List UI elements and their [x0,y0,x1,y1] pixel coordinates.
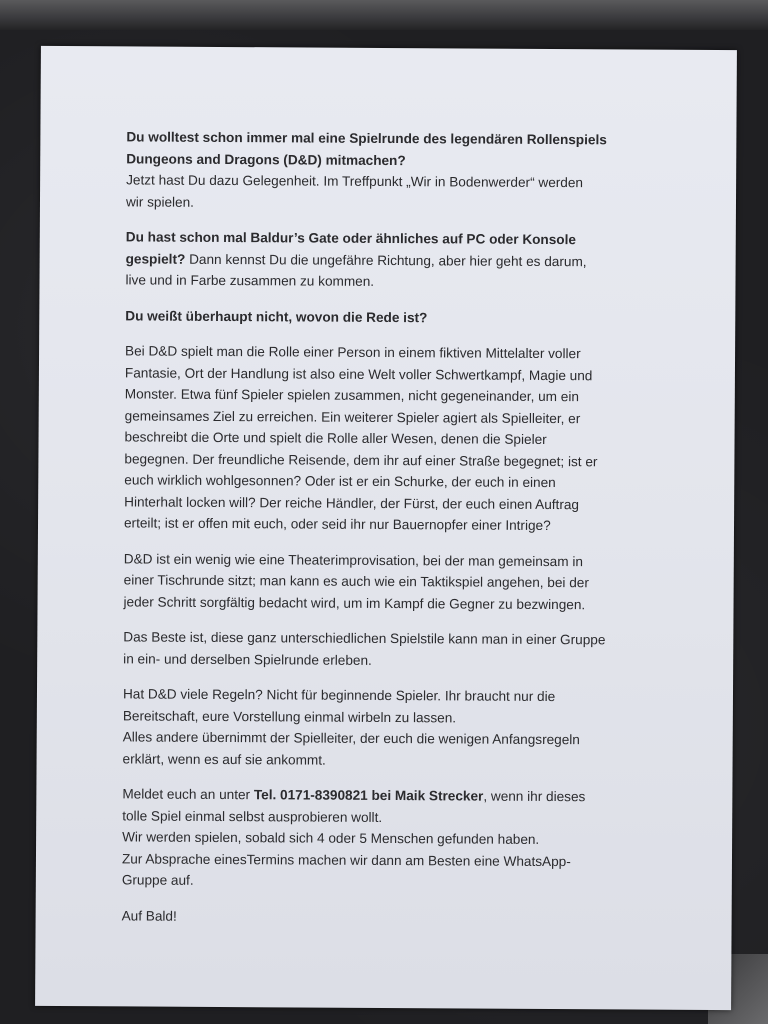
contact-phone: Tel. 0171-8390821 bei Maik Strecker [253,787,484,804]
styles-paragraph: D&D ist ein wenig wie eine Theaterimprovisation, bei der man gemeinsam in einer Tischrunde sitzt; man kann es auch wie ein Taktikspiel angehen, bei der jeder Schritt sorgfältig bedacht wird, um im Kampf die Gegner zu bezwingen. [123,550,589,612]
section-intro [126,126,667,215]
intro-text: Jetzt hast Du dazu Gelegenheit. Im Treffpunkt „Wir in Bodenwerder“ werden wir spielen. [125,172,584,210]
section-baldurs-gate [125,226,665,294]
baldurs-gate-heading: Du hast schon mal Baldur’s Gate oder ähnliches auf PC oder Konsole gespielt? [125,229,577,267]
rules-paragraph: Hat D&D viele Regeln? Nicht für beginnende Spieler. Ihr braucht nur die Bereitschaft, eure Vorstellung einmal wirbeln zu lassen. Alles andere übernimmt der Spielleiter, der euch die wenigen Anfangsregeln erklärt, wenn es auf sie ankommt. [122,686,580,768]
description-paragraph: Bei D&D spielt man die Rolle einer Person in einem fiktiven Mittelalter voller Fantasie, Ort der Handlung ist also eine Welt voller Schwertkampf, Magie und Monster. Etwa fünf Spieler spielen zusammen, nicht gegeneinander, um ein gemeinsames Ziel zu erreichen. Ein weiterer Spieler agiert als Spielleiter, er beschreibt die Orte und spielt die Rolle aller Wesen, denen die Spieler begegnen. Der freundliche Reisende, dem ihr auf einer Straße begegnet; ist er euch wirklich wohlgesonnen? Oder ist er ein Schurke, der euch in einen Hinterhalt locken will? Der reiche Händler, der Fürst, der euch einen Auftrag erteilt; ist er offen mit euch, oder seid ihr nur Bauernopfer einer Intrige? [123,343,598,534]
background-top [0,0,768,30]
closing-text: Auf Bald! [121,907,177,924]
best-paragraph: Das Beste ist, diese ganz unterschiedlichen Spielstile kann man in einer Gruppe in ein- und derselben Spielrunde erleben. [123,629,606,668]
what-is-it-heading: Du weißt überhaupt nicht, wovon die Rede ist? [125,307,428,325]
contact-rest: , wenn ihr dieses tolle Spiel einmal selbst ausprobieren wollt. Wir werden spielen, sobald sich 4 oder 5 Menschen gefunden haben. Zur Absprache einesTermins machen wir dann am Besten eine WhatsApp- Gruppe auf. [121,788,586,888]
baldurs-gate-text: Dann kennst Du die ungefähre Richtung, aber hier geht es darum, live und in Farbe zusammen zu kommen. [125,251,587,289]
intro-heading: Du wolltest schon immer mal eine Spielrunde des legendären Rollenspiels Dungeons and Dragons (D&D) mitmachen? [126,129,607,168]
paper-sheet [35,46,737,1010]
document-body [121,126,666,943]
contact-paragraph [122,783,663,894]
contact-lead: Meldet euch an unter [122,786,254,803]
